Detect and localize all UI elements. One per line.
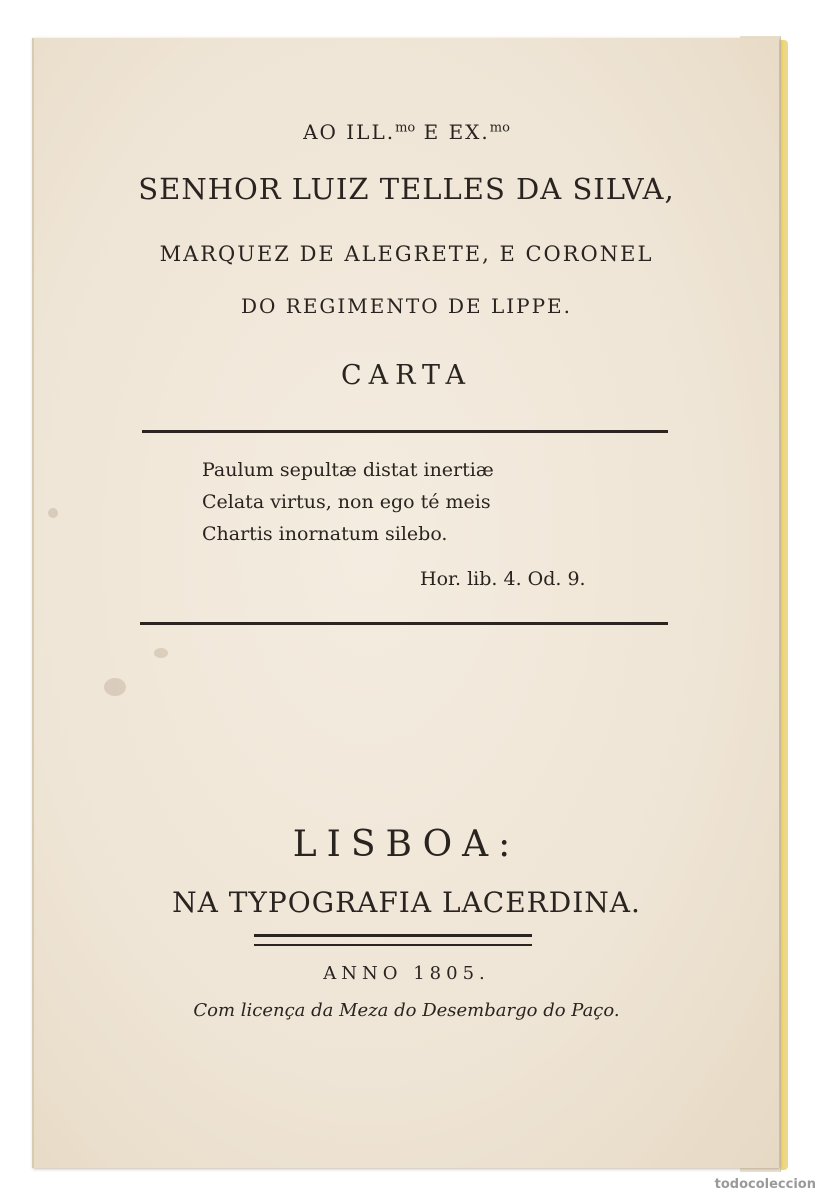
watermark: todocoleccion [714, 1177, 816, 1192]
divider-rule [142, 430, 668, 433]
epigraph [202, 454, 494, 550]
foxing-stain [154, 648, 168, 658]
title-page [32, 38, 779, 1168]
dedication-line-1 [34, 120, 779, 144]
double-rule-top [254, 934, 532, 937]
divider-rule [140, 622, 668, 625]
dedication-title: MARQUEZ DE ALEGRETE, E CORONEL [159, 242, 654, 266]
superscript: mo [489, 120, 510, 136]
imprint-license: Com licença da Meza do Desembargo do Paço. [193, 1000, 620, 1021]
imprint-printer: NA TYPOGRAFIA LACERDINA. [172, 886, 641, 919]
epigraph-citation: Hor. lib. 4. Od. 9. [420, 568, 586, 590]
double-rule-bottom [254, 944, 532, 946]
foxing-stain [48, 508, 58, 518]
imprint-year: ANNO 1805. [323, 963, 490, 984]
epigraph-line: Celata virtus, non ego té meis [202, 491, 491, 513]
foxing-stain [104, 678, 126, 696]
heading: CARTA [340, 360, 473, 391]
imprint-city: LISBOA: [292, 824, 521, 865]
superscript: mo [395, 120, 416, 136]
dedication-regiment: DO REGIMENTO DE LIPPE. [240, 294, 573, 318]
dedication-mid: E EX. [415, 120, 490, 144]
epigraph-line: Paulum sepultæ distat inertiæ [202, 459, 494, 481]
dedication-name: SENHOR LUIZ TELLES DA SILVA, [138, 172, 675, 206]
dedication-prefix: AO ILL. [303, 120, 396, 144]
epigraph-line: Chartis inornatum silebo. [202, 523, 448, 545]
